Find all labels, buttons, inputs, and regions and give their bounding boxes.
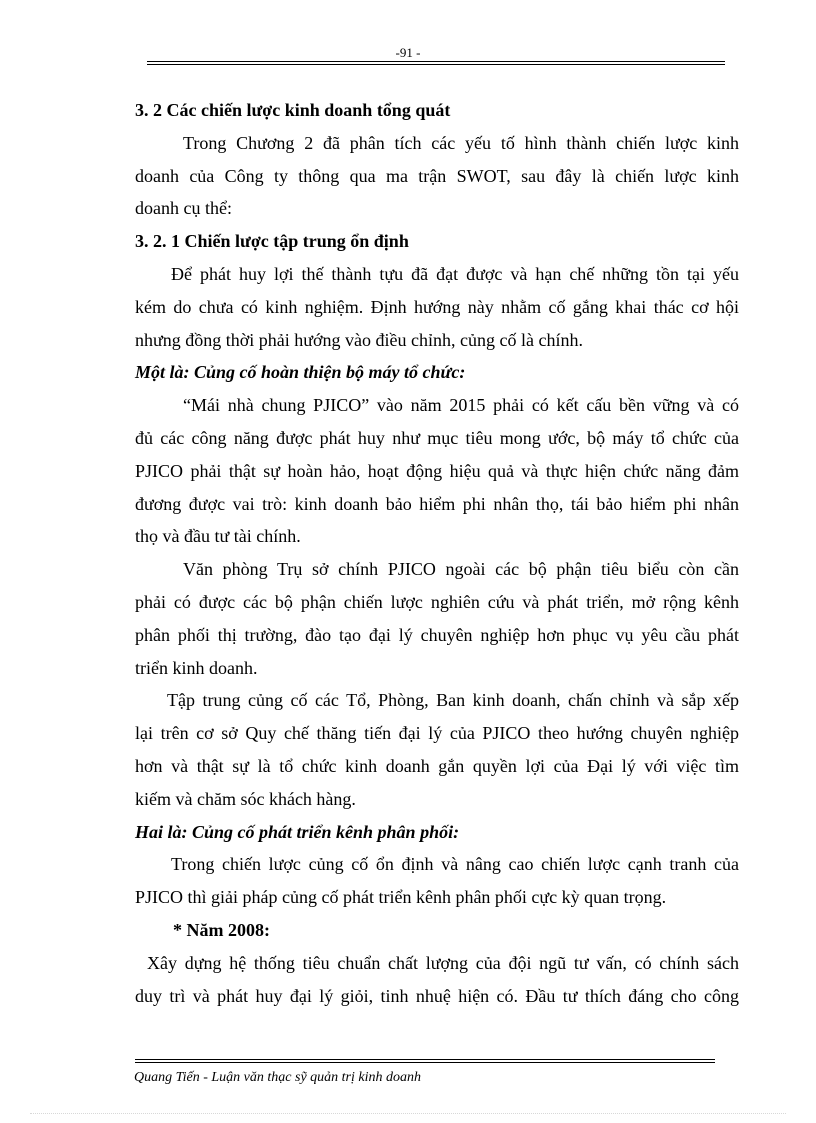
footer-text: Quang Tiến - Luận văn thạc sỹ quản trị kinh doanh — [134, 1070, 421, 1085]
text-line: đủ các công năng được phát huy như mục tiêu mong ước, bộ máy tổ chức của — [135, 427, 739, 448]
header-rule — [147, 61, 725, 65]
text-line: PJICO phải thật sự hoàn hảo, hoạt động hiệu quả và thực hiện chức năng đảm — [135, 460, 739, 481]
text-line: phải có được các bộ phận chiến lược nghiên cứu và phát triển, mở rộng kênh — [135, 591, 739, 612]
subsection-heading: 3. 2. 1 Chiến lược tập trung ổn định — [135, 231, 409, 252]
text-line: doanh của Công ty thông qua ma trận SWOT, sau đây là chiến lược kinh — [135, 165, 739, 186]
text-line: Xây dựng hệ thống tiêu chuẩn chất lượng của đội ngũ tư vấn, có chính sách — [147, 952, 739, 973]
page-edge-dotted-line — [30, 1113, 786, 1114]
text-line: Văn phòng Trụ sở chính PJICO ngoài các bộ phận tiêu biểu còn cần — [183, 559, 739, 580]
document-body — [135, 94, 739, 1012]
text-line: đương được vai trò: kinh doanh bảo hiểm phi nhân thọ, tái bảo hiểm phi nhân — [135, 493, 739, 514]
text-line: Trong Chương 2 đã phân tích các yếu tố hình thành chiến lược kinh — [183, 132, 739, 153]
text-line: hơn và thật sự là tổ chức kinh doanh gắn quyền lợi của Đại lý với việc tìm — [135, 755, 739, 776]
text-line: kiếm và chăm sóc khách hàng. — [135, 788, 356, 809]
paragraph — [135, 947, 739, 1013]
text-line: lại trên cơ sở Quy chế thăng tiến đại lý của PJICO theo hướng chuyên nghiệp — [135, 723, 739, 744]
paragraph — [135, 258, 739, 356]
page-number: -91 - — [395, 45, 421, 60]
text-line: triển kinh doanh. — [135, 657, 258, 678]
text-line: PJICO thì giải pháp củng cố phát triển kênh phân phối cực kỳ quan trọng. — [135, 887, 667, 908]
text-line: duy trì và phát huy đại lý giỏi, tinh nhuệ hiện có. Đầu tư thích đáng cho công — [135, 985, 739, 1006]
text-line: “Mái nhà chung PJICO” vào năm 2015 phải có kết cấu bền vững và có — [183, 395, 739, 416]
paragraph — [135, 848, 739, 914]
item-heading-mot: Một là: Củng cố hoàn thiện bộ máy tổ chức: — [135, 362, 466, 383]
text-line: Tập trung củng cố các Tổ, Phòng, Ban kinh doanh, chấn chỉnh và sắp xếp — [167, 690, 739, 711]
paragraph — [135, 553, 739, 684]
section-heading: 3. 2 Các chiến lược kinh doanh tổng quát — [135, 100, 451, 120]
text-line: Để phát huy lợi thế thành tựu đã đạt được và hạn chế những tồn tại yếu — [171, 263, 739, 284]
text-line: doanh cụ thể: — [135, 198, 232, 219]
footer-rule — [135, 1059, 715, 1063]
text-line: Trong chiến lược củng cố ổn định và nâng cao chiến lược cạnh tranh của — [171, 854, 739, 875]
text-line: thọ và đầu tư tài chính. — [135, 526, 301, 547]
paragraph — [135, 684, 739, 815]
text-line: nhưng đồng thời phải hướng vào điều chỉnh, củng cố là chính. — [135, 329, 583, 350]
item-heading-hai: Hai là: Củng cố phát triển kênh phân phối: — [135, 821, 460, 842]
text-line: phân phối thị trường, đào tạo đại lý chuyên nghiệp hơn phục vụ yêu cầu phát — [135, 624, 739, 645]
year-heading: * Năm 2008: — [173, 919, 270, 940]
text-line: kém do chưa có kinh nghiệm. Định hướng này nhằm cố gắng khai thác cơ hội — [135, 296, 739, 317]
intro-paragraph — [135, 127, 739, 225]
paragraph — [135, 389, 739, 553]
